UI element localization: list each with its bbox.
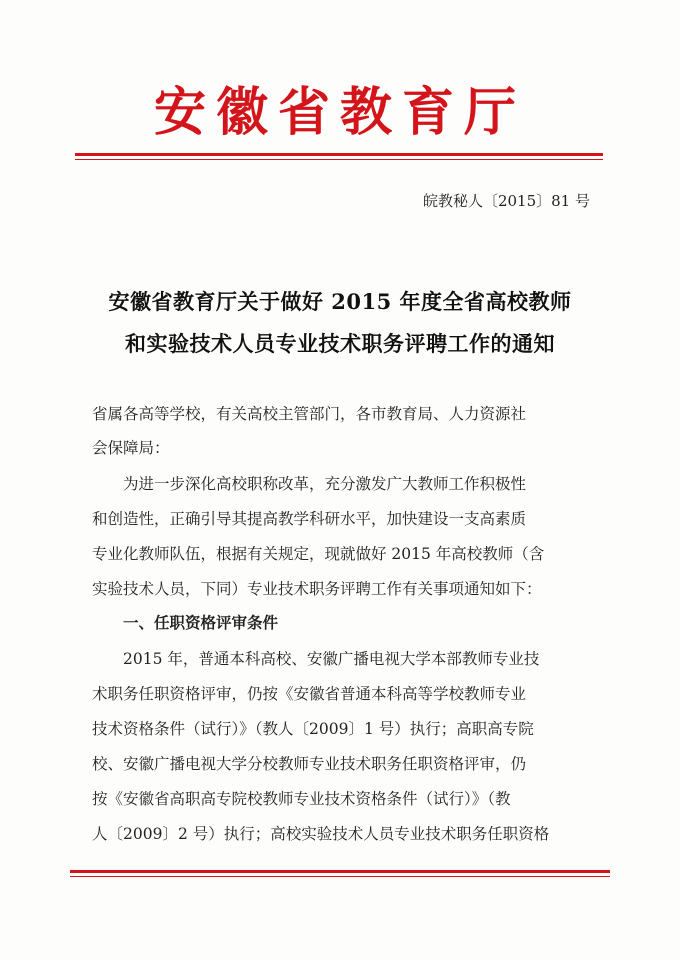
footer-rule-thin bbox=[70, 876, 610, 877]
body-line: 省属各高等学校，有关高校主管部门，各市教育局、人力资源社 bbox=[92, 405, 527, 423]
notice-title-line-1: 安徽省教育厅关于做好 2015 年度全省高校教师 bbox=[108, 289, 572, 314]
body-line: 会保障局： bbox=[92, 439, 170, 457]
section-heading: 一、任职资格评审条件 bbox=[92, 613, 279, 632]
footer-rule-thick bbox=[70, 870, 610, 873]
letterhead-rule-thick bbox=[75, 153, 603, 156]
body-line: 校、安徽广播电视大学分校教师专业技术职务任职资格评审，仍 bbox=[92, 755, 527, 773]
body-line: 按《安徽省高职高专院校教师专业技术资格条件（试行）》（教 bbox=[92, 790, 511, 808]
document-number: 皖教秘人〔2015〕81 号 bbox=[422, 192, 590, 210]
letterhead-rule-thin bbox=[75, 159, 603, 160]
body-line: 人〔2009〕2 号）执行；高校实验技术人员专业技术职务任职资格 bbox=[92, 825, 550, 843]
letterhead-org-name: 安徽省教育厅 bbox=[153, 82, 526, 143]
body-line: 技术资格条件（试行）》（教人〔2009〕1 号）执行；高职高专院 bbox=[92, 720, 534, 738]
body-line: 实验技术人员，下同）专业技术职务评聘工作有关事项通知如下： bbox=[92, 580, 542, 598]
body-line: 2015 年，普通本科高校、安徽广播电视大学本部教师专业技 bbox=[92, 650, 540, 668]
body-line: 为进一步深化高校职称改革，充分激发广大教师工作积极性 bbox=[92, 475, 527, 493]
body-line: 和创造性，正确引导其提高教学科研水平，加快建设一支高素质 bbox=[92, 510, 527, 528]
body-line: 专业化教师队伍，根据有关规定，现就做好 2015 年高校教师（含 bbox=[92, 545, 545, 563]
notice-title-line-2: 和实验技术人员专业技术职务评聘工作的通知 bbox=[125, 331, 555, 356]
body-line: 术职务任职资格评审，仍按《安徽省普通本科高等学校教师专业 bbox=[92, 685, 527, 703]
